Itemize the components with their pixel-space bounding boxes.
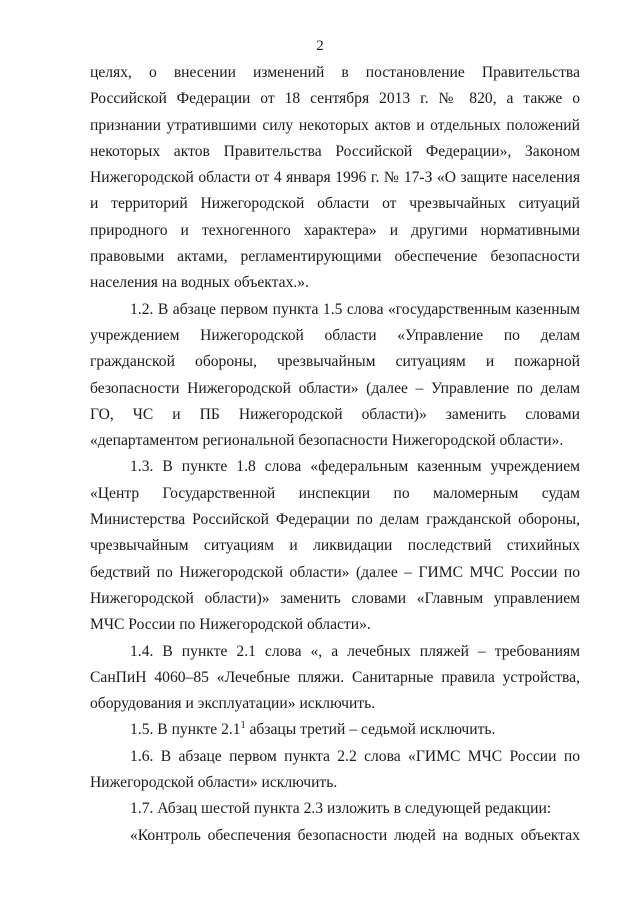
paragraph-1-7: 1.7. Абзац шестой пункта 2.3 изложить в следующей редакции: bbox=[130, 800, 552, 818]
paragraph-quote-start: «Контроль обеспечения безопасности людей на водных объектах bbox=[130, 826, 580, 844]
paragraph-1-3: 1.3. В пункте 1.8 слова «федеральным казенным учреждением «Центр Государственной инспекции по маломерным судам Министерства Российской Федерации по делам гражданской обороны, чрезвычайным ситуациям и ликвидации последствий стихийных бедствий по Нижегородской области» (далее – ГИМС МЧС России по Нижегородской области)» заменить словами «Главным управлением МЧС России по Нижегородской области». bbox=[90, 458, 580, 634]
paragraph-1-2: 1.2. В абзаце первом пункта 1.5 слова «государственным казенным учреждением Нижегородской области «Управление по делам гражданской обороны, чрезвычайным ситуациям и пожарной безопасности Нижегородской области» (далее – Управление по делам ГО, ЧС и ПБ Нижегородской области)» заменить словами «департаментом региональной безопасности Нижегородской области». bbox=[90, 300, 580, 450]
paragraph-1-5-lead: 1.5. В пункте 2.1 bbox=[130, 721, 241, 739]
page-number: 2 bbox=[316, 38, 324, 54]
paragraph-continuation: целях, о внесении изменений в постановление Правительства Российской Федерации от 18 сентября 2013 г. № 820, а также о признании утратившими силу некоторых актов и отдельных положений некоторых актов Правительства Российской Федерации», Законом Нижегородской области от 4 января 1996 г. № 17-З «О защите населения и территорий Нижегородской области от чрезвычайных ситуаций природного и техногенного характера» и другими нормативными правовыми актами, регламентирующими обеспечение безопасности населения на водных объектах.». bbox=[90, 64, 580, 292]
document-body bbox=[90, 60, 580, 849]
paragraph-1-4: 1.4. В пункте 2.1 слова «, а лечебных пляжей – требованиям СанПиН 4060–85 «Лечебные пляжи. Санитарные правила устройства, оборудования и эксплуатации» исключить. bbox=[90, 642, 580, 713]
paragraph-1-5-tail: абзацы третий – седьмой исключить. bbox=[245, 721, 496, 739]
paragraph-1-5 bbox=[90, 717, 580, 743]
paragraph-1-6: 1.6. В абзаце первом пункта 2.2 слова «ГИМС МЧС России по Нижегородской области» исключить. bbox=[90, 747, 580, 792]
paragraph-1-5-superscript: 1 bbox=[240, 720, 246, 732]
